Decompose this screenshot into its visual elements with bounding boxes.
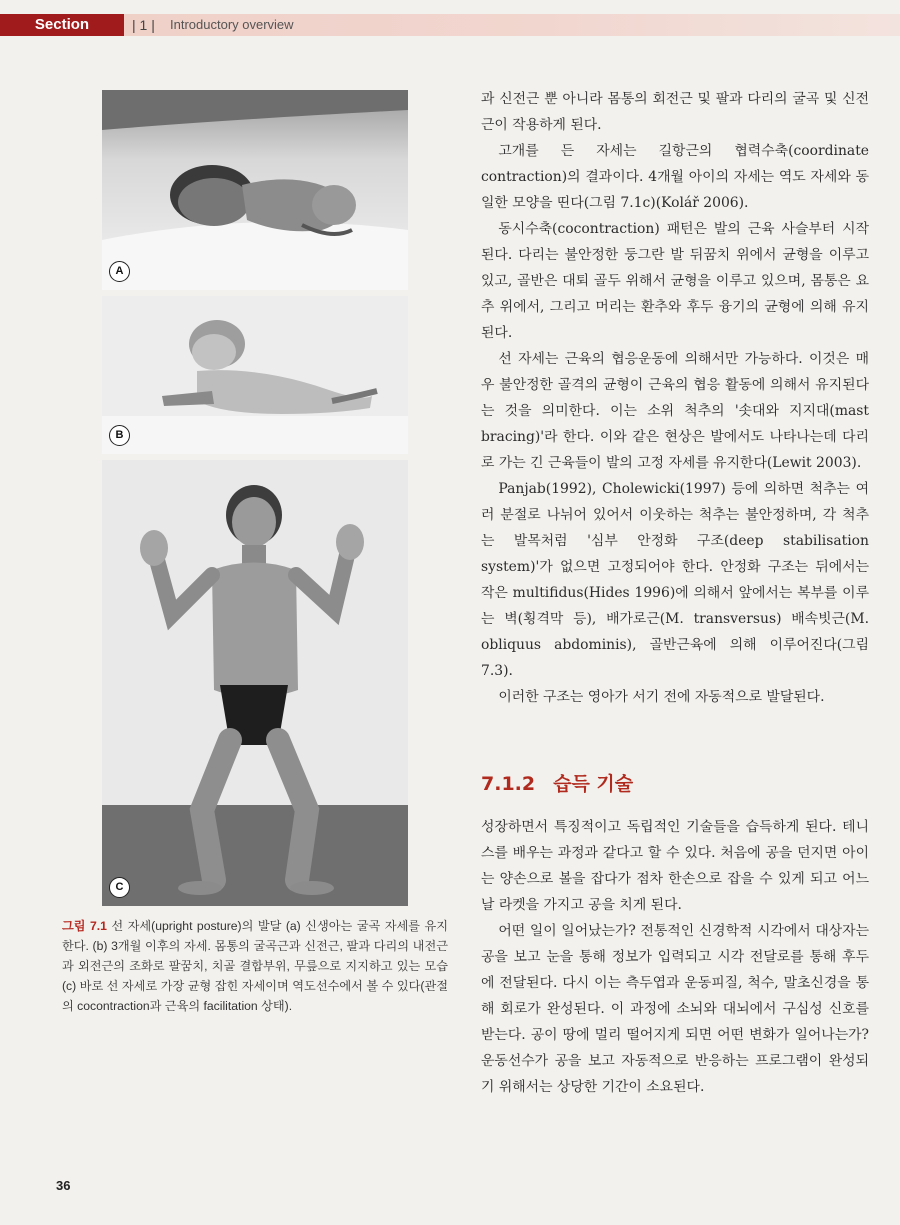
figure-photo-c	[102, 460, 408, 906]
panel-label-b: B	[109, 425, 130, 446]
figure-caption	[62, 916, 448, 1016]
panel-label-c: C	[109, 877, 130, 898]
body-text-bottom	[481, 814, 869, 1100]
panel-label-a: A	[109, 261, 130, 282]
figure-caption-label: 그림 7.1	[62, 919, 107, 933]
subsection-title: 습득 기술	[553, 773, 634, 795]
photo-man-standing-squat-arms-raised	[102, 460, 408, 906]
subsection-number: 7.1.2	[481, 773, 536, 795]
paragraph: 고개를 든 자세는 길항근의 협력수축(coordinate contraction)의 결과이다. 4개월 아이의 자세는 역도 자세와 동일한 모양을 띤다(그림 7.1c)(Kolář 2006).	[481, 143, 869, 211]
figure-photo-b	[102, 296, 408, 454]
paragraph: Panjab(1992), Cholewicki(1997) 등에 의하면 척추는 여러 분절로 나뉘어 있어서 이웃하는 척추는 불안정하며, 각 척추는 발목처럼 '심부 안정화 구조(deep stabilisation system)'가 없으면 고정되어야 한다. 안정화 구조는 뒤에서는 작은 multifidus(Hides 1996)에 의해서 앞에서는 복부를 이루는 벽(횡격막 등), 배가로근(M. transversus) 배속빗근(M. obliquus abdominis), 골반근육에 의해 이루어진다(그림 7.3).	[481, 481, 869, 679]
section-label: Section	[0, 14, 124, 36]
page-number: 36	[56, 1178, 71, 1193]
paragraph: 이러한 구조는 영아가 서기 전에 자동적으로 발달된다.	[498, 689, 825, 705]
figure-photo-a	[102, 90, 408, 290]
paragraph: 동시수축(cocontraction) 패턴은 발의 근육 사슬부터 시작된다. 다리는 불안정한 둥그란 발 뒤꿈치 위에서 균형을 이루고 있고, 골반은 대퇴 골두 위해서 균형을 이루고 있으며, 몸통은 요추 위에서, 그리고 머리는 환추와 후두 융기의 균형에 의해 유지된다.	[481, 221, 869, 341]
body-text-top	[481, 86, 869, 710]
running-header	[0, 14, 900, 36]
paragraph: 과 신전근 뿐 아니라 몸통의 회전근 및 팔과 다리의 굴곡 및 신전근이 작용하게 된다.	[481, 91, 869, 133]
paragraph: 성장하면서 특징적이고 독립적인 기술들을 습득하게 된다. 테니스를 배우는 과정과 같다고 할 수 있다. 처음에 공을 던지면 아이는 양손으로 볼을 잡다가 점차 한손으로 잡을 수 있게 되고 어느 날 라켓을 가지고 공을 치게 된다.	[481, 819, 869, 913]
paragraph: 어떤 일이 일어났는가? 전통적인 신경학적 시각에서 대상자는 공을 보고 눈을 통해 정보가 입력되고 시각 전달로를 통해 후두에 전달된다. 다시 이는 측두엽과 운동피질, 척수, 말초신경을 통해 회로가 완성된다. 이 과정에 소뇌와 대뇌에서 구심성 신호를 받는다. 공이 땅에 멀리 떨어지게 되면 어떤 변화가 일어나는가? 운동선수가 공을 보고 자동적으로 반응하는 프로그램이 완성되기 위해서는 상당한 기간이 소요된다.	[481, 923, 869, 1095]
section-number: | 1 |	[132, 17, 155, 33]
chapter-title: Introductory overview	[170, 17, 294, 32]
paragraph: 선 자세는 근육의 협응운동에 의해서만 가능하다. 이것은 매우 불안정한 골격의 균형이 근육의 협응 활동에 의해서 유지된다는 것을 의미한다. 이는 소위 척추의 '솟대와 지지대(mast bracing)'라 한다. 이와 같은 현상은 발에서도 나타나는데 다리로 가는 긴 근육들이 발의 고정 자세를 유지한다(Lewit 2003).	[481, 351, 869, 471]
photo-newborn-curled-posture	[102, 90, 408, 290]
figure-caption-text: 선 자세(upright posture)의 발달 (a) 신생아는 굴곡 자세를 유지한다. (b) 3개월 이후의 자세. 몸통의 굴곡근과 신전근, 팔과 다리의 내전근과 외전근의 조화로 팔꿈치, 치골 결합부위, 무릎으로 지지하고 있는 모습 (c) 바로 선 자세로 가장 균형 잡힌 자세이며 역도선수에서 볼 수 있다(관절의 cocontraction과 근육의 facilitation 상태).	[62, 919, 449, 1013]
photo-infant-prone-propping	[102, 296, 408, 454]
subsection-heading	[481, 768, 869, 800]
